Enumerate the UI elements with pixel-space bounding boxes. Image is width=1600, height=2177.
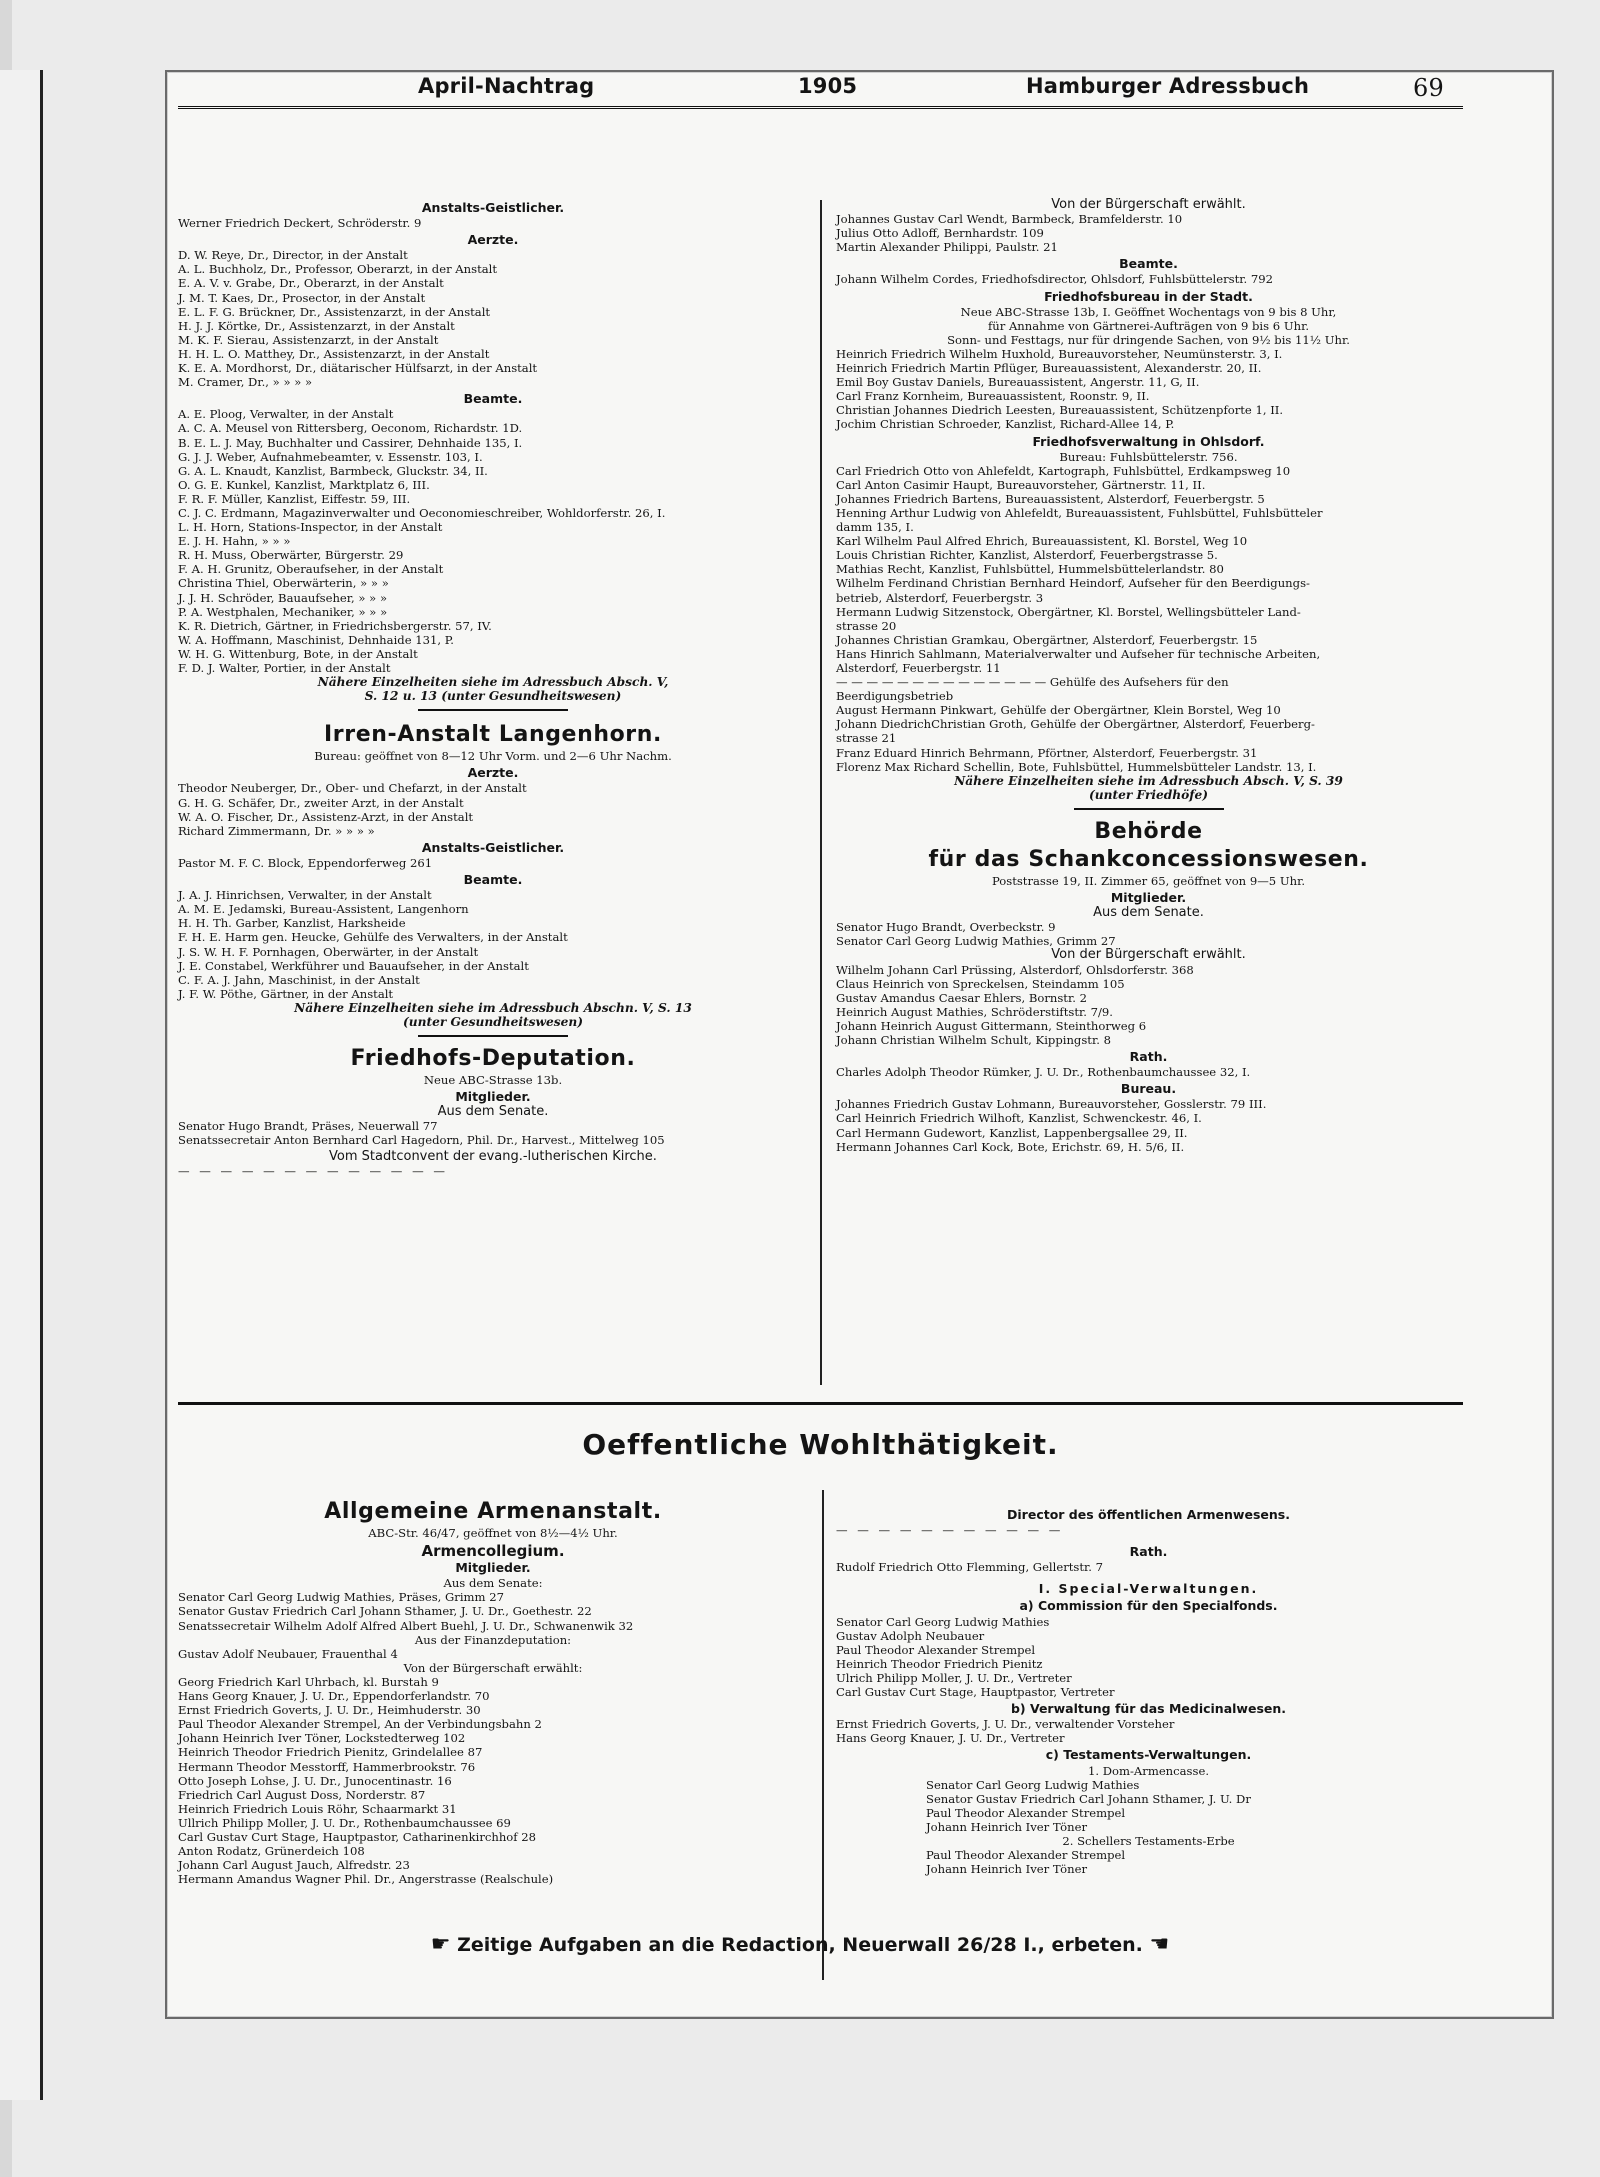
list-entry: Georg Friedrich Karl Uhrbach, kl. Burstah 9 [178,1674,439,1689]
list-entry: Ulrich Philipp Moller, J. U. Dr., Vertreter [836,1670,1072,1685]
pointing-hand-left-icon: ☚ [1149,1932,1170,1957]
list-entry: Henning Arthur Ludwig von Ahlefeldt, Bureauassistent, Fuhlsbüttel, Fuhlsbütteler [836,505,1323,520]
entry-list [836,1717,1461,1745]
list-entry: Heinrich Friedrich Louis Röhr, Schaarmarkt 31 [178,1801,457,1816]
list-entry: Hans Hinrich Sahlmann, Materialverwalter und Aufseher für technische Arbeiten, [836,646,1321,661]
list-entry: Carl Hermann Gudewort, Kanzlist, Lappenbergsallee 29, II. [836,1125,1188,1140]
entry-list [836,212,1461,254]
list-entry: Ullrich Philipp Moller, J. U. Dr., Rothenbaumchaussee 69 [178,1815,511,1830]
wohltat-title-wrap [178,1428,1463,1461]
list-entry: Hans Georg Knauer, J. U. Dr., Eppendorferlandstr. 70 [178,1689,490,1704]
entry-list [178,856,808,870]
list-entry: Richard Zimmermann, Dr. » » » » [178,823,375,838]
entry-list [836,1778,1461,1834]
list-entry: Carl Friedrich Otto von Ahlefeldt, Kartograph, Fuhlsbüttel, Erdkampsweg 10 [836,463,1291,478]
list-entry: Karl Wilhelm Paul Alfred Ehrich, Bureauassistent, Kl. Borstel, Weg 10 [836,534,1248,549]
list-entry: J. S. W. H. F. Pornhagen, Oberwärter, in der Anstalt [178,944,479,959]
list-entry: Wilhelm Johann Carl Prüssing, Alsterdorf, Ohlsdorferstr. 368 [836,962,1194,977]
subheading: Von der Bürgerschaft erwählt. [1051,197,1246,212]
section-heading: Mitglieder. [1110,890,1187,906]
section-heading: Aerzte. [467,765,519,781]
section-heading: Friedhofsverwaltung in Ohlsdorf. [1032,433,1265,449]
list-entry: Theodor Neuberger, Dr., Ober- und Chefarzt, in der Anstalt [178,781,527,796]
subheading: Aus dem Senate. [437,1104,549,1120]
short-rule [1074,808,1224,810]
list-entry: Christina Thiel, Oberwärterin, » » » [178,576,389,591]
list-entry: Carl Gustav Curt Stage, Hauptpastor, Catharinenkirchhof 28 [178,1829,537,1844]
list-entry: Heinrich Friedrich Wilhelm Huxhold, Bureauvorsteher, Neumünsterstr. 3, I. [836,346,1283,361]
list-entry: K. E. A. Mordhorst, Dr., diätarischer Hülfsarzt, in der Anstalt [178,361,538,376]
footer-notice [0,1932,1600,1957]
entry-list [178,407,808,675]
list-entry: Senator Gustav Friedrich Carl Johann Sthamer, J. U. Dr [926,1791,1251,1806]
left-column-lower [178,1498,808,1886]
short-rule [418,709,568,711]
entry-list [178,888,808,1001]
subheading: 2. Schellers Testaments-Erbe [1062,1833,1235,1848]
section-divider [178,1402,1463,1405]
entry-list [836,1560,1461,1574]
reference-note: Nähere Einzelheiten siehe im Adressbuch Absch. V, [317,675,669,690]
entry-list [178,781,808,837]
bureau-address: Bureau: Fuhlsbüttelerstr. 756. [1059,449,1238,464]
header-left: April-Nachtrag [418,74,595,98]
list-entry: für Annahme von Gärtnerei-Aufträgen von 9 bis 6 Uhr. [987,318,1310,333]
list-entry: F. A. H. Grunitz, Oberaufseher, in der Anstalt [178,562,444,577]
opening-hours [836,305,1461,347]
section-heading: b) Verwaltung für das Medicinalwesen. [1010,1701,1287,1717]
entry-list [178,1675,808,1886]
section-heading: a) Commission für den Specialfonds. [1019,1598,1278,1614]
list-entry: Sonn- und Festtags, nur für dringende Sachen, von 9½ bis 11½ Uhr. [947,332,1350,347]
section-heading: Friedhofsbureau in der Stadt. [1044,288,1253,304]
list-entry: W. A. Hoffmann, Maschinist, Dehnhaide 131, P. [178,632,454,647]
section-heading: Rath. [1129,1544,1168,1560]
list-entry: Johann Carl August Jauch, Alfredstr. 23 [178,1858,410,1873]
section-heading: Beamte. [463,872,523,888]
list-entry: G. J. J. Weber, Aufnahmebeamter, v. Essenstr. 103, I. [178,449,483,464]
list-entry: Werner Friedrich Deckert, Schröderstr. 9 [178,216,422,231]
list-entry: damm 135, I. [836,520,914,535]
list-entry: C. J. C. Erdmann, Magazinverwalter und Oeconomieschreiber, Wohldorferstr. 26, I. [178,505,666,520]
right-column-lower [836,1505,1461,1876]
list-entry: B. E. L. J. May, Buchhalter und Cassirer, Dehnhaide 135, I. [178,435,523,450]
list-entry: Rudolf Friedrich Otto Flemming, Gellertstr. 7 [836,1560,1104,1575]
list-entry: Hans Georg Knauer, J. U. Dr., Vertreter [836,1731,1065,1746]
list-entry: Carl Anton Casimir Haupt, Bureauvorsteher, Gärtnerstr. 11, II. [836,477,1206,492]
bureau-hours: Bureau: geöffnet von 8—12 Uhr Vorm. und 2—6 Uhr Nachm. [314,749,672,764]
list-entry: Beerdigungsbetrieb [836,689,954,704]
list-entry: Carl Heinrich Friedrich Wilhoft, Kanzlist, Schwenckestr. 46, I. [836,1111,1202,1126]
list-entry: H. H. L. O. Matthey, Dr., Assistenzarzt, in der Anstalt [178,346,490,361]
column-divider-lower [822,1490,824,1980]
section-heading: Mitglieder. [455,1560,531,1576]
entry-list [178,216,808,230]
list-entry: Mathias Recht, Kanzlist, Fuhlsbüttel, Hummelsbüttelerlandstr. 80 [836,562,1224,577]
entry-list [836,1097,1461,1153]
header-year: 1905 [798,74,858,98]
list-entry: Hermann Amandus Wagner Phil. Dr., Angerstrasse (Realschule) [178,1872,554,1887]
entry-list [836,347,1461,432]
list-entry: Anton Rodatz, Grünerdeich 108 [178,1844,365,1859]
list-entry: Paul Theodor Alexander Strempel, An der Verbindungsbahn 2 [178,1717,542,1732]
dash-line: — — — — — — — — — — — [836,1523,1064,1538]
list-entry: Paul Theodor Alexander Strempel [926,1848,1126,1863]
section-title: Behörde [1094,818,1203,844]
list-entry: H. J. J. Körtke, Dr., Assistenzarzt, in der Anstalt [178,318,455,333]
reference-note: (unter Friedhöfe) [1088,787,1209,802]
main-section-title: Oeffentliche Wohlthätigkeit. [582,1428,1059,1461]
list-entry: D. W. Reye, Dr., Director, in der Anstalt [178,248,408,263]
list-entry: Otto Joseph Lohse, J. U. Dr., Junocentinastr. 16 [178,1773,452,1788]
list-entry: F. H. E. Harm gen. Heucke, Gehülfe des Verwalters, in der Anstalt [178,930,568,945]
list-entry: Johannes Friedrich Gustav Lohmann, Bureauvorsteher, Gosslerstr. 79 III. [836,1097,1267,1112]
list-entry: G. A. L. Knaudt, Kanzlist, Barmbeck, Gluckstr. 34, II. [178,463,488,478]
list-entry: Senatssecretair Anton Bernhard Carl Hagedorn, Phil. Dr., Harvest., Mittelweg 105 [178,1133,665,1148]
list-entry: L. H. Horn, Stations-Inspector, in der Anstalt [178,520,443,535]
subheading: Vom Stadtconvent der evang.-lutherischen Kirche. [329,1148,657,1164]
list-entry: Friedrich Carl August Doss, Norderstr. 87 [178,1787,426,1802]
list-entry: F. R. F. Müller, Kanzlist, Eiffestr. 59, III. [178,491,411,506]
entry-list [836,464,1461,774]
subheading: Aus der Finanzdeputation: [414,1632,572,1647]
list-entry: Martin Alexander Philippi, Paulstr. 21 [836,240,1058,255]
list-entry: Senatssecretair Wilhelm Adolf Alfred Albert Buehl, J. U. Dr., Schwanenwik 32 [178,1618,634,1633]
section-title: Friedhofs-Deputation. [350,1046,636,1072]
section-heading: Armencollegium. [421,1542,565,1561]
section-title: Allgemeine Armenanstalt. [324,1499,662,1524]
list-entry: J. F. W. Pöthe, Gärtner, in der Anstalt [178,986,394,1001]
previous-page-edge [0,70,43,2100]
list-entry: Johann Heinrich Iver Töner [926,1862,1088,1877]
list-entry: Paul Theodor Alexander Strempel [836,1642,1036,1657]
subheading: Von der Bürgerschaft erwählt: [403,1660,583,1675]
list-entry: Johannes Friedrich Bartens, Bureauassistent, Alsterdorf, Feuerbergstr. 5 [836,491,1265,506]
page-header [178,70,1463,109]
list-entry: K. R. Dietrich, Gärtner, in Friedrichsbergerstr. 57, IV. [178,618,492,633]
list-entry: August Hermann Pinkwart, Gehülfe der Obergärtner, Klein Borstel, Weg 10 [836,703,1281,718]
pointing-hand-right-icon: ☛ [430,1932,451,1957]
subheading: Aus dem Senate: [443,1576,543,1591]
list-entry: Claus Heinrich von Spreckelsen, Steindamm 105 [836,976,1125,991]
list-entry: M. K. F. Sierau, Assistenzarzt, in der Anstalt [178,332,439,347]
list-entry: A. L. Buchholz, Dr., Professor, Oberarzt, in der Anstalt [178,262,498,277]
list-entry: J. J. H. Schröder, Bauaufseher, » » » [178,590,388,605]
list-entry: E. J. H. Hahn, » » » [178,534,291,549]
section-heading: Director des öffentlichen Armenwesens. [1007,1507,1290,1522]
list-entry: E. L. F. G. Brückner, Dr., Assistenzarzt, in der Anstalt [178,304,491,319]
entry-list [836,1848,1461,1876]
section-heading: Mitglieder. [455,1089,531,1105]
list-entry: Wilhelm Ferdinand Christian Bernhard Heindorf, Aufseher für den Beerdigungs- [836,576,1310,591]
list-entry: Gustav Adolph Neubauer [836,1628,985,1643]
list-entry: Johann DiedrichChristian Groth, Gehülfe der Obergärtner, Alsterdorf, Feuerberg- [836,717,1315,732]
list-entry: strasse 21 [836,731,897,746]
section-heading: I. Special-Verwaltungen. [1038,1581,1259,1597]
header-title: Hamburger Adressbuch [1026,74,1310,98]
list-entry: Johann Heinrich Iver Töner [926,1819,1088,1834]
list-entry: A. E. Ploog, Verwalter, in der Anstalt [178,407,394,422]
footer-text: Zeitige Aufgaben an die Redaction, Neuerwall 26/28 I., erbeten. [457,1934,1143,1956]
list-entry: Heinrich August Mathies, Schröderstiftstr. 7/9. [836,1004,1113,1019]
list-entry: Christian Johannes Diedrich Leesten, Bureauassistent, Schützenpforte 1, II. [836,403,1284,418]
list-entry: A. M. E. Jedamski, Bureau-Assistent, Langenhorn [178,902,469,917]
section-heading: Anstalts-Geistlicher. [421,200,565,215]
list-entry: Senator Carl Georg Ludwig Mathies, Präses, Grimm 27 [178,1590,504,1605]
list-entry: F. D. J. Walter, Portier, in der Anstalt [178,661,391,675]
subheading: 1. Dom-Armencasse. [1087,1763,1210,1778]
entry-list [178,1647,808,1661]
entry-list [178,1119,808,1147]
section-title: Irren-Anstalt Langenhorn. [324,722,662,748]
list-entry: Johann Heinrich August Gittermann, Steinthorweg 6 [836,1018,1147,1033]
list-entry: E. A. V. v. Grabe, Dr., Oberarzt, in der Anstalt [178,276,444,291]
list-entry: Paul Theodor Alexander Strempel [926,1805,1126,1820]
section-heading: Beamte. [1119,256,1178,272]
list-entry: Alsterdorf, Feuerbergstr. 11 [836,661,1001,675]
page-number: 69 [1413,74,1444,102]
address: ABC-Str. 46/47, geöffnet von 8½—4½ Uhr. [368,1526,618,1540]
section-heading: Aerzte. [467,232,519,248]
list-entry: Johann Christian Wilhelm Schult, Kippingstr. 8 [836,1032,1111,1047]
entry-list [178,1590,808,1632]
address: Neue ABC-Strasse 13b. [423,1073,563,1088]
list-entry: Senator Hugo Brandt, Overbeckstr. 9 [836,920,1056,935]
list-entry: Johannes Christian Gramkau, Obergärtner, Alsterdorf, Feuerbergstr. 15 [836,632,1258,647]
list-entry: Charles Adolph Theodor Rümker, J. U. Dr., Rothenbaumchaussee 32, I. [836,1065,1251,1080]
entry-list [836,1065,1461,1079]
list-entry: Johann Heinrich Iver Töner, Lockstedterweg 102 [178,1731,466,1746]
right-column-upper [836,198,1461,1154]
list-entry: Senator Hugo Brandt, Präses, Neuerwall 77 [178,1119,438,1134]
list-entry: Julius Otto Adloff, Bernhardstr. 109 [836,226,1044,241]
reference-note: (unter Gesundheitswesen) [402,1014,584,1029]
reference-note: Nähere Einzelheiten siehe im Adressbuch Abschn. V, S. 13 [294,1000,692,1015]
list-entry: P. A. Westphalen, Mechaniker, » » » [178,604,388,619]
list-entry: Heinrich Theodor Friedrich Pienitz [836,1656,1043,1671]
list-entry: Emil Boy Gustav Daniels, Bureauassistent, Angerstr. 11, G, II. [836,375,1200,390]
list-entry: Jochim Christian Schroeder, Kanzlist, Richard-Allee 14, P. [836,417,1175,432]
list-entry: J. M. T. Kaes, Dr., Prosector, in der Anstalt [178,290,426,305]
column-divider-upper [820,200,822,1385]
section-heading: Beamte. [463,391,523,407]
list-entry: Heinrich Friedrich Martin Pflüger, Bureauassistent, Alexanderstr. 20, II. [836,361,1262,376]
left-column-upper [178,198,808,1178]
list-entry: A. C. A. Meusel von Rittersberg, Oeconom, Richardstr. 1D. [178,421,523,436]
dash-line: — — — — — — — — — — — — — [178,1163,448,1178]
entry-list [178,248,808,389]
list-entry: Carl Gustav Curt Stage, Hauptpastor, Vertreter [836,1685,1115,1700]
list-entry: M. Cramer, Dr., » » » » [178,375,313,390]
list-entry: Senator Carl Georg Ludwig Mathies [926,1777,1140,1792]
section-heading: c) Testaments-Verwaltungen. [1045,1747,1252,1763]
list-entry: W. H. G. Wittenburg, Bote, in der Anstalt [178,646,418,661]
list-entry: Louis Christian Richter, Kanzlist, Alsterdorf, Feuerbergstrasse 5. [836,548,1218,563]
subheading: Von der Bürgerschaft erwählt. [1051,947,1246,963]
list-entry: Carl Franz Kornheim, Bureauassistent, Roonstr. 9, II. [836,389,1150,404]
entry-list [836,963,1461,1048]
section-heading: Anstalts-Geistlicher. [421,839,565,855]
list-entry: Gustav Adolf Neubauer, Frauenthal 4 [178,1646,398,1661]
list-entry: Senator Carl Georg Ludwig Mathies [836,1614,1050,1629]
list-entry: Johannes Gustav Carl Wendt, Barmbeck, Bramfelderstr. 10 [836,212,1183,227]
short-rule [418,1035,568,1037]
list-entry: Gustav Amandus Caesar Ehlers, Bornstr. 2 [836,990,1087,1005]
list-entry: Senator Carl Georg Ludwig Mathies, Grimm 27 [836,934,1116,949]
list-entry: Hermann Ludwig Sitzenstock, Obergärtner, Kl. Borstel, Wellingsbütteler Land- [836,604,1301,619]
list-entry: betrieb, Alsterdorf, Feuerbergstr. 3 [836,590,1044,605]
entry-list [836,920,1461,948]
list-entry: G. H. G. Schäfer, Dr., zweiter Arzt, in der Anstalt [178,795,464,810]
subheading: Aus dem Senate. [1093,905,1204,921]
list-entry: — — — — — — — — — — — — — — Gehülfe des Aufsehers für den [836,675,1229,690]
list-entry: Ernst Friedrich Goverts, J. U. Dr., verwaltender Vorsteher [836,1717,1175,1732]
list-entry: Florenz Max Richard Schellin, Bote, Fuhlsbüttel, Hummelsbütteler Landstr. 13, I. [836,759,1317,774]
list-entry: Heinrich Theodor Friedrich Pienitz, Grindelallee 87 [178,1745,483,1760]
reference-note: S. 12 u. 13 (unter Gesundheitswesen) [364,689,622,704]
list-entry: H. H. Th. Garber, Kanzlist, Harksheide [178,916,406,931]
list-entry: C. F. A. J. Jahn, Maschinist, in der Anstalt [178,972,420,987]
reference-note: Nähere Einzelheiten siehe im Adressbuch Absch. V, S. 39 [954,773,1343,788]
list-entry: J. A. J. Hinrichsen, Verwalter, in der Anstalt [178,888,432,903]
list-entry: Hermann Johannes Carl Kock, Bote, Erichstr. 69, H. 5/6, II. [836,1139,1185,1154]
list-entry: Pastor M. F. C. Block, Eppendorferweg 261 [178,855,433,870]
list-entry: Senator Gustav Friedrich Carl Johann Sthamer, J. U. Dr., Goethestr. 22 [178,1604,592,1619]
section-heading: Rath. [1129,1049,1168,1065]
section-heading: Bureau. [1120,1081,1177,1097]
list-entry: Neue ABC-Strasse 13b, I. Geöffnet Wochentags von 9 bis 8 Uhr, [960,304,1337,319]
list-entry: R. H. Muss, Oberwärter, Bürgerstr. 29 [178,548,404,563]
list-entry: Franz Eduard Hinrich Behrmann, Pförtner, Alsterdorf, Feuerbergstr. 31 [836,745,1258,760]
entry-list [836,1615,1461,1700]
list-entry: W. A. O. Fischer, Dr., Assistenz-Arzt, in der Anstalt [178,809,474,824]
list-entry: J. E. Constabel, Werkführer und Bauaufseher, in der Anstalt [178,958,529,973]
list-entry: Ernst Friedrich Goverts, J. U. Dr., Heimhuderstr. 30 [178,1703,481,1718]
entry-list [836,272,1461,286]
section-title: für das Schankconcessionswesen. [928,846,1369,872]
address: Poststrasse 19, II. Zimmer 65, geöffnet von 9—5 Uhr. [991,873,1306,888]
list-entry: O. G. E. Kunkel, Kanzlist, Marktplatz 6, III. [178,477,430,492]
list-entry: strasse 20 [836,618,897,633]
list-entry: Hermann Theodor Messtorff, Hammerbrookstr. 76 [178,1759,476,1774]
list-entry: Johann Wilhelm Cordes, Friedhofsdirector, Ohlsdorf, Fuhlsbüttelerstr. 792 [836,272,1274,287]
